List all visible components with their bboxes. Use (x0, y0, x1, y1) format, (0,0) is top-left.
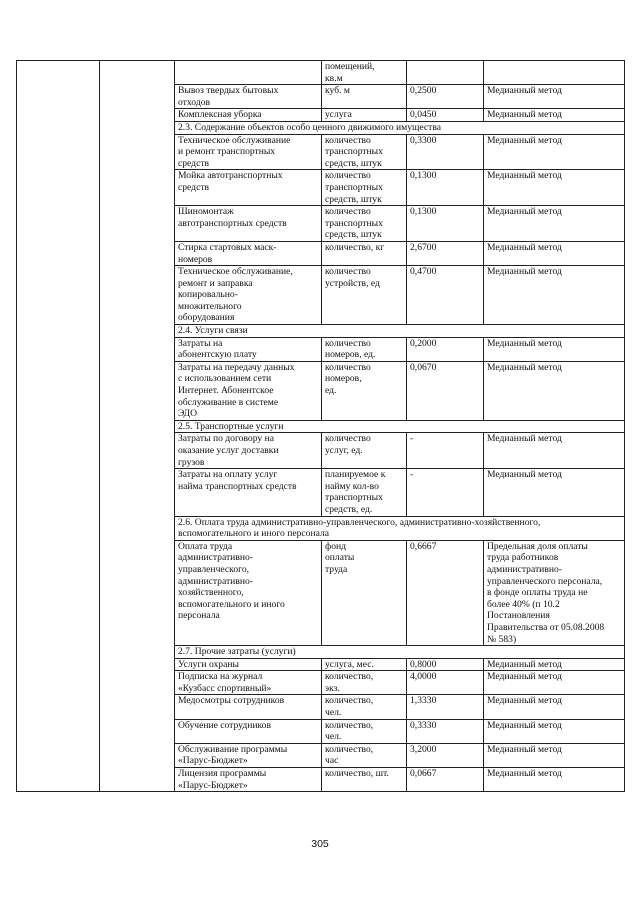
norm-value-cell: 2,6700 (407, 241, 484, 265)
method-cell: Медианный метод (484, 241, 625, 265)
table-row (17, 61, 625, 85)
unit-cell: помещений, кв.м (322, 61, 407, 85)
unit-cell: количество транспортных средств, штук (322, 170, 407, 206)
norm-value-cell: 0,0450 (407, 109, 484, 122)
method-cell: Медианный метод (484, 433, 625, 469)
cost-item-cell: Обслуживание программы «Парус-Бюджет» (175, 743, 322, 767)
unit-cell: количество устройств, ед (322, 266, 407, 325)
method-cell: Медианный метод (484, 768, 625, 792)
method-cell: Медианный метод (484, 266, 625, 325)
norm-value-cell (407, 61, 484, 85)
unit-cell: количество, экз. (322, 671, 407, 695)
norm-value-cell: 4,0000 (407, 671, 484, 695)
cost-item-cell: Затраты по договору на оказание услуг доставки грузов (175, 433, 322, 469)
cost-item-cell: Затраты на оплату услуг найма транспортных средств (175, 469, 322, 516)
unit-cell: количество транспортных средств, штук (322, 134, 407, 170)
norm-value-cell: 1,3330 (407, 695, 484, 719)
cost-item-cell: Затраты на передачу данных с использованием сети Интернет. Абонентское обслуживание в системе ЭДО (175, 361, 322, 420)
cost-item-cell: Подписка на журнал «Кузбасс спортивный» (175, 671, 322, 695)
blank-col-2 (100, 61, 175, 792)
unit-cell: количество номеров, ед. (322, 361, 407, 420)
norm-value-cell: 0,0667 (407, 768, 484, 792)
unit-cell: фонд оплаты труда (322, 540, 407, 645)
norm-value-cell: - (407, 469, 484, 516)
method-cell: Медианный метод (484, 361, 625, 420)
unit-cell: количество услуг, ед. (322, 433, 407, 469)
unit-cell: количество, шт. (322, 768, 407, 792)
cost-item-cell: Медосмотры сотрудников (175, 695, 322, 719)
norm-value-cell: 0,0670 (407, 361, 484, 420)
method-cell: Медианный метод (484, 170, 625, 206)
method-cell: Медианный метод (484, 719, 625, 743)
cost-item-cell (175, 61, 322, 85)
cost-item-cell: Комплексная уборка (175, 109, 322, 122)
unit-cell: количество, кг (322, 241, 407, 265)
method-cell: Медианный метод (484, 109, 625, 122)
section-heading: 2.5. Транспортные услуги (175, 420, 625, 433)
method-cell: Медианный метод (484, 671, 625, 695)
norm-value-cell: 0,1300 (407, 206, 484, 242)
unit-cell: количество, чел. (322, 695, 407, 719)
method-cell: Медианный метод (484, 469, 625, 516)
cost-item-cell: Мойка автотранспортных средств (175, 170, 322, 206)
section-heading: 2.7. Прочие затраты (услуги) (175, 646, 625, 659)
section-heading: 2.4. Услуги связи (175, 325, 625, 338)
page-number: 305 (311, 838, 329, 850)
unit-cell: услуга, мес. (322, 658, 407, 671)
unit-cell: количество транспортных средств, штук (322, 206, 407, 242)
cost-item-cell: Вывоз твердых бытовых отходов (175, 85, 322, 109)
section-heading: 2.3. Содержание объектов особо ценного движимого имущества (175, 121, 625, 134)
norm-value-cell: - (407, 433, 484, 469)
unit-cell: планируемое к найму кол-во транспортных средств, ед. (322, 469, 407, 516)
norm-value-cell: 0,3300 (407, 134, 484, 170)
norm-value-cell: 0,3330 (407, 719, 484, 743)
section-heading: 2.6. Оплата труда административно-управленческого, административно-хозяйственного, вспомогательного и иного персонала (175, 516, 625, 540)
cost-item-cell: Затраты на абонентскую плату (175, 337, 322, 361)
unit-cell: количество номеров, ед. (322, 337, 407, 361)
cost-item-cell: Техническое обслуживание, ремонт и заправка копировально- множительного оборудования (175, 266, 322, 325)
cost-item-cell: Услуги охраны (175, 658, 322, 671)
norm-value-cell: 3,2000 (407, 743, 484, 767)
method-cell (484, 61, 625, 85)
unit-cell: услуга (322, 109, 407, 122)
norm-value-cell: 0,8000 (407, 658, 484, 671)
method-cell: Медианный метод (484, 695, 625, 719)
method-cell: Медианный метод (484, 134, 625, 170)
unit-cell: количество, чел. (322, 719, 407, 743)
unit-cell: количество, час (322, 743, 407, 767)
norms-table (16, 60, 625, 792)
cost-item-cell: Лицензия программы «Парус-Бюджет» (175, 768, 322, 792)
method-cell: Медианный метод (484, 658, 625, 671)
method-cell: Медианный метод (484, 85, 625, 109)
unit-cell: куб. м (322, 85, 407, 109)
norm-value-cell: 0,2500 (407, 85, 484, 109)
method-cell: Медианный метод (484, 743, 625, 767)
method-cell: Предельная доля оплаты труда работников административно- управленческого персонала, в фонде оплаты труда не более 40% (п 10.2 Постановления Правительства от 05.08.2008 № 583) (484, 540, 625, 645)
method-cell: Медианный метод (484, 206, 625, 242)
cost-item-cell: Оплата труда административно- управленческого, административно- хозяйственного, вспомогательного и иного персонала (175, 540, 322, 645)
cost-item-cell: Техническое обслуживание и ремонт транспортных средств (175, 134, 322, 170)
norm-value-cell: 0,4700 (407, 266, 484, 325)
cost-item-cell: Обучение сотрудников (175, 719, 322, 743)
cost-item-cell: Шиномонтаж автотранспортных средств (175, 206, 322, 242)
cost-item-cell: Стирка стартовых маск- номеров (175, 241, 322, 265)
norm-value-cell: 0,1300 (407, 170, 484, 206)
blank-col-1 (17, 61, 100, 792)
norms-table-body (17, 61, 625, 792)
norm-value-cell: 0,2000 (407, 337, 484, 361)
norm-value-cell: 0,6667 (407, 540, 484, 645)
method-cell: Медианный метод (484, 337, 625, 361)
